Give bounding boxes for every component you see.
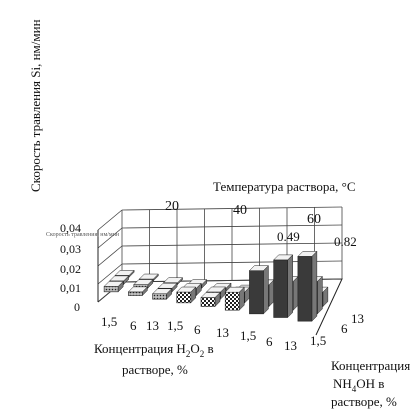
nh4oh-tick-label: 13: [351, 311, 364, 326]
y-tick-label: 0,02: [60, 262, 81, 276]
nh4oh-tick-label: 6: [341, 321, 348, 336]
y-axis-inner-label: Скорость травления, нм/мин: [46, 232, 120, 238]
bar: [177, 292, 191, 303]
y-tick-label: 0,01: [60, 281, 81, 295]
bar: [153, 294, 167, 299]
nh4oh-axis-title-line1: Концентрация: [331, 358, 411, 373]
bar-side: [312, 251, 317, 321]
h2o2-tick-label: 13: [146, 318, 159, 333]
gridline-left-wall: [98, 210, 122, 230]
y-tick-label: 0: [74, 300, 80, 314]
nh4oh-tick-label: 1,5: [310, 333, 327, 348]
bar: [298, 256, 312, 321]
h2o2-tick-label: 13: [216, 325, 229, 340]
h2o2-tick-label: 1,5: [167, 318, 184, 333]
h2o2-tick-label: 6: [194, 322, 201, 337]
bar: [225, 292, 239, 310]
h2o2-tick-label: 6: [266, 334, 273, 349]
depth-axis-title: Температура раствора, °С: [213, 179, 356, 194]
nh4oh-axis-title-line2: $NH_4OH$ в: [333, 376, 385, 394]
x-axis-title-line2: растворе, %: [122, 362, 188, 377]
h2o2-tick-label: 1,5: [240, 328, 257, 343]
bar: [104, 286, 118, 291]
bar: [249, 271, 263, 314]
bar: [201, 298, 215, 307]
bar: [274, 260, 288, 318]
bar-side: [288, 255, 293, 318]
gridline-left-wall: [98, 246, 122, 266]
gridline-left-wall: [98, 228, 122, 248]
temperature-label-20: 20: [165, 199, 179, 214]
bar-side: [317, 276, 322, 313]
bar: [128, 292, 142, 296]
bar-side: [263, 266, 268, 314]
bar-side: [293, 276, 298, 310]
h2o2-tick-label: 1,5: [101, 314, 118, 329]
y-tick-label: 0,04: [60, 221, 81, 235]
value-label-0-49: 0.49: [277, 229, 300, 244]
h2o2-tick-label: 6: [130, 318, 137, 333]
temperature-label-40: 40: [233, 203, 247, 218]
y-axis-title: Скорость травления Si, нм/мин: [28, 19, 43, 192]
value-label-0-82: 0.82: [334, 234, 357, 249]
x-axis-title-line1: Концентрация $H_2O_2$ в: [94, 341, 214, 359]
h2o2-tick-label: 13: [284, 338, 297, 353]
nh4oh-axis-title-line3: растворе, %: [331, 394, 397, 409]
temperature-label-60: 60: [307, 212, 321, 227]
y-tick-label: 0,03: [60, 242, 81, 256]
